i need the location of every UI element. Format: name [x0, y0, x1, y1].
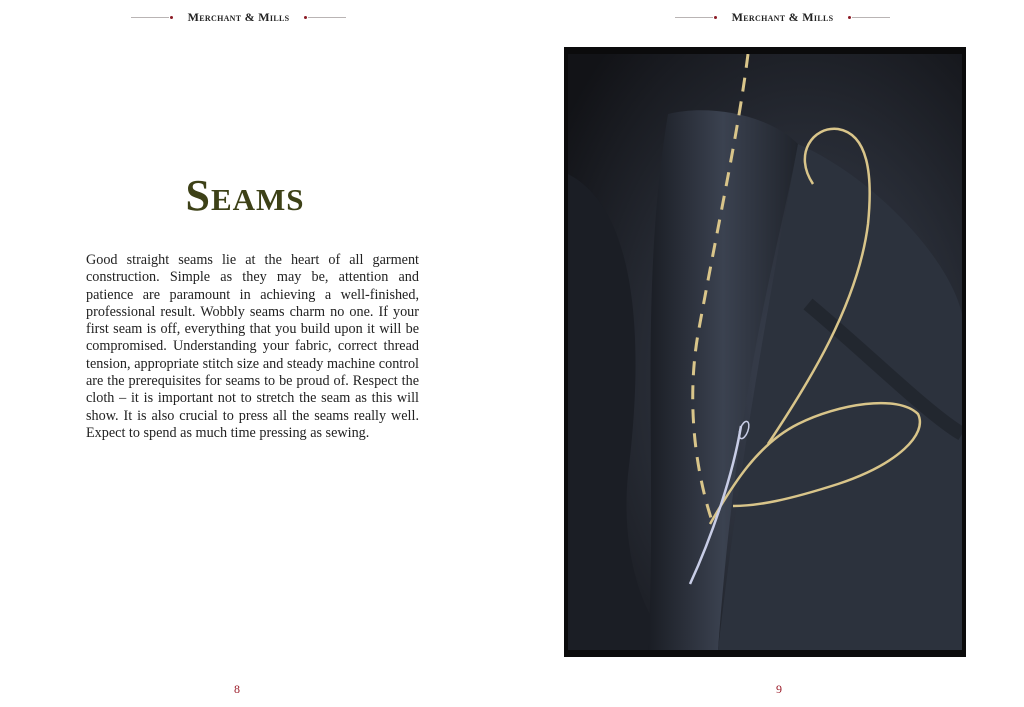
photo-frame [564, 47, 966, 657]
ornament-dot [714, 16, 717, 19]
page-number: 8 [234, 682, 240, 696]
ornament-rule [675, 17, 713, 18]
ornament-dot [304, 16, 307, 19]
ornament-rule [131, 17, 169, 18]
ornament-dot [848, 16, 851, 19]
ornament-rule [308, 17, 346, 18]
ornament-rule [852, 17, 890, 18]
seam-photo [568, 54, 962, 650]
ornament-dot [170, 16, 173, 19]
right-page [512, 0, 1024, 707]
brand-name: Merchant & Mills [731, 9, 834, 24]
running-head [131, 9, 346, 25]
chapter-title: Seams [185, 171, 305, 220]
running-head [675, 9, 890, 25]
body-paragraph: Good straight seams lie at the heart of all garment construction. Simple as they may be, attention and patience are paramount in achieving a well-finished, professional result. Wobbly seams charm no one. If your first seam is off, everything that you build upon it will be compromised. Understanding your fabric, correct thread tension, appropriate stitch size and steady machine control are the prerequisites for seams to be proud of. Respect the cloth – it is important not to stretch the seam as this will show. It is also crucial to press all the seams really well. Expect to spend as much time pressing as sewing. [86, 252, 419, 441]
page-number: 9 [776, 682, 782, 696]
brand-name: Merchant & Mills [187, 9, 290, 24]
